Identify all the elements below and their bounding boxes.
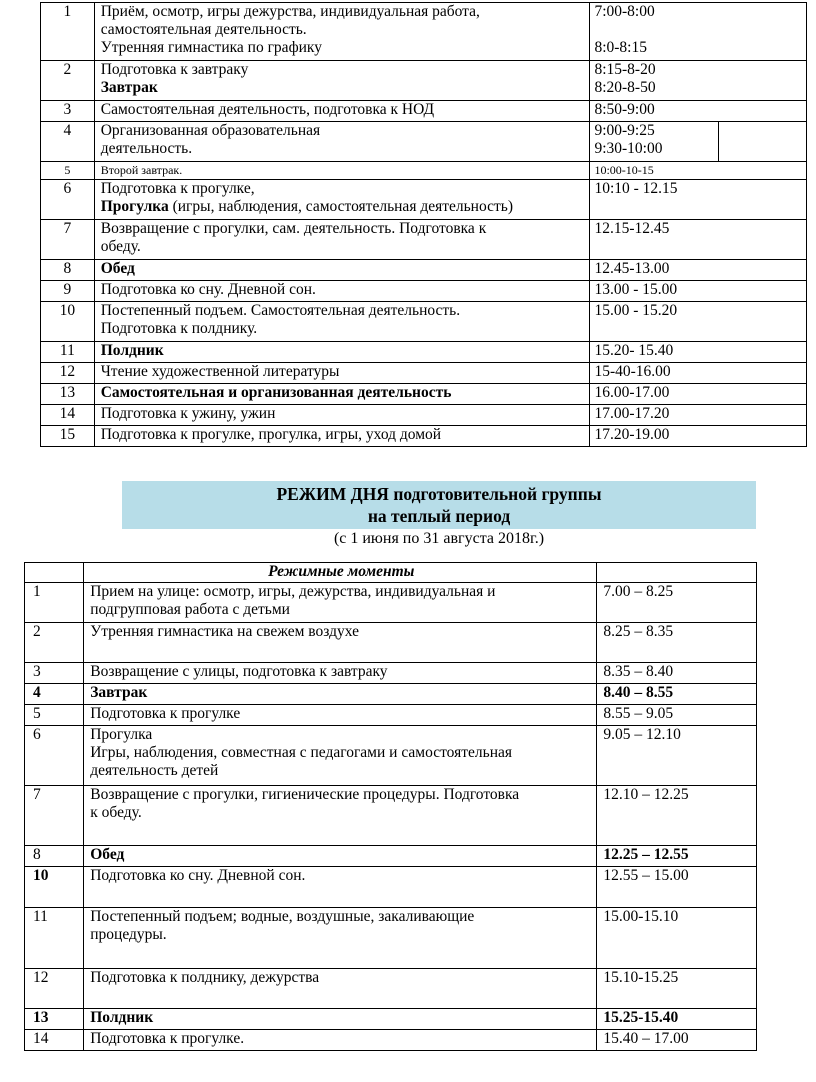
row-time: 10:00-10-15 — [590, 162, 807, 180]
row-number: 4 — [41, 122, 95, 162]
row-number: 15 — [41, 426, 95, 447]
table-row — [41, 162, 807, 180]
row-activity: Прием на улице: осмотр, игры, дежурства, индивидуальная и подгрупповая работа с детьми — [84, 583, 597, 623]
table-row — [41, 180, 807, 220]
table-row — [41, 342, 807, 363]
row-activity: Подготовка к прогулке — [84, 705, 597, 726]
row-activity-text: Подготовка к прогулке, — [100, 180, 255, 197]
row-number: 4 — [25, 684, 84, 705]
row-time: 7.00 – 8.25 — [597, 583, 757, 623]
row-number: 1 — [41, 3, 95, 61]
row-number: 3 — [25, 663, 84, 684]
row-number: 10 — [25, 867, 84, 908]
section-title-line2: на теплый период — [367, 506, 511, 526]
row-activity: Самостоятельная деятельность, подготовка к НОД — [94, 101, 590, 122]
row-activity: Подготовка к полднику, дежурства — [84, 969, 597, 1009]
row-time: 15.00-15.10 — [597, 908, 757, 969]
row-time: 15.40 – 17.00 — [597, 1030, 757, 1051]
table-row — [41, 281, 807, 302]
row-number: 12 — [41, 363, 95, 384]
row-number: 5 — [41, 162, 95, 180]
row-activity: Постепенный подъем. Самостоятельная деятельность. Подготовка к полднику. — [94, 302, 590, 342]
row-time: 9.05 – 12.10 — [597, 726, 757, 786]
row-number: 1 — [25, 583, 84, 623]
table-row — [25, 583, 757, 623]
row-time: 15.10-15.25 — [597, 969, 757, 1009]
table-row — [25, 726, 757, 786]
row-time: 9:00-9:25 9:30-10:00 — [590, 122, 718, 162]
row-activity: Подготовка к ужину, ужин — [94, 405, 590, 426]
table-row — [25, 908, 757, 969]
row-activity: Подготовка к прогулке, прогулка, игры, уход домой — [94, 426, 590, 447]
row-time: 16.00-17.00 — [590, 384, 807, 405]
row-number: 3 — [41, 101, 95, 122]
row-activity-text: Подготовка к завтраку — [100, 61, 249, 78]
table-row — [41, 101, 807, 122]
row-number: 11 — [41, 342, 95, 363]
table-row — [41, 61, 807, 101]
row-number: 2 — [25, 623, 84, 663]
row-activity-bold: Прогулка — [100, 198, 169, 215]
row-activity: Утренняя гимнастика на свежем воздухе — [84, 623, 597, 663]
row-time: 8.35 – 8.40 — [597, 663, 757, 684]
row-activity: Подготовка ко сну. Дневной сон. — [84, 867, 597, 908]
section-title-banner — [122, 481, 756, 529]
table-row — [41, 122, 807, 162]
table-row — [25, 684, 757, 705]
row-activity-bold: Завтрак — [100, 79, 158, 96]
row-time: 17.00-17.20 — [590, 405, 807, 426]
table-row — [41, 426, 807, 447]
table-row — [25, 663, 757, 684]
table-row — [25, 705, 757, 726]
row-activity — [94, 61, 590, 101]
row-number: 8 — [41, 260, 95, 281]
row-activity: Второй завтрак. — [94, 162, 590, 180]
table-row — [41, 384, 807, 405]
row-activity: Подготовка ко сну. Дневной сон. — [94, 281, 590, 302]
row-number: 11 — [25, 908, 84, 969]
row-activity — [94, 180, 590, 220]
row-activity: Подготовка к прогулке. — [84, 1030, 597, 1051]
row-number: 13 — [41, 384, 95, 405]
row-activity: Возвращение с улицы, подготовка к завтраку — [84, 663, 597, 684]
table-row — [41, 302, 807, 342]
row-activity: Самостоятельная и организованная деятельность — [94, 384, 590, 405]
row-time: 15-40-16.00 — [590, 363, 807, 384]
row-number: 7 — [25, 786, 84, 846]
row-time: 12.55 – 15.00 — [597, 867, 757, 908]
row-number: 6 — [25, 726, 84, 786]
row-activity: Организованная образовательная деятельность. — [94, 122, 590, 162]
row-number: 13 — [25, 1009, 84, 1030]
table-row — [41, 260, 807, 281]
row-number: 14 — [41, 405, 95, 426]
row-number: 6 — [41, 180, 95, 220]
header-empty-cell — [597, 563, 757, 583]
row-number: 12 — [25, 969, 84, 1009]
row-activity: Прогулка Игры, наблюдения, совместная с педагогами и самостоятельная деятельность детей — [84, 726, 597, 786]
row-time: 12.10 – 12.25 — [597, 786, 757, 846]
section-title-line1: РЕЖИМ ДНЯ подготовительной группы — [276, 484, 602, 504]
table-row — [25, 1009, 757, 1030]
row-number: 2 — [41, 61, 95, 101]
row-time: 7:00-8:00 8:0-8:15 — [590, 3, 807, 61]
row-number: 10 — [41, 302, 95, 342]
table-row — [41, 3, 807, 61]
row-number: 8 — [25, 846, 84, 867]
row-time: 12.15-12.45 — [590, 220, 807, 260]
row-activity: Возвращение с прогулки, сам. деятельность. Подготовка к обеду. — [94, 220, 590, 260]
table-row — [41, 220, 807, 260]
table-row — [41, 363, 807, 384]
header-empty-cell — [25, 563, 84, 583]
row-activity: Полдник — [84, 1009, 597, 1030]
row-activity: Полдник — [94, 342, 590, 363]
table-row — [41, 405, 807, 426]
schedule-table-warm — [24, 562, 757, 1051]
row-activity: Приём, осмотр, игры дежурства, индивидуальная работа, самостоятельная деятельность. Утренняя гимнастика по графику — [94, 3, 590, 61]
table-row — [25, 786, 757, 846]
row-time: 8:50-9:00 — [590, 101, 807, 122]
row-time: 8.40 – 8.55 — [597, 684, 757, 705]
row-number: 9 — [41, 281, 95, 302]
row-time: 15.20- 15.40 — [590, 342, 807, 363]
table-row — [25, 867, 757, 908]
row-time: 15.25-15.40 — [597, 1009, 757, 1030]
row-number: 7 — [41, 220, 95, 260]
row-time: 17.20-19.00 — [590, 426, 807, 447]
row-time: 8:15-8-20 8:20-8-50 — [590, 61, 807, 101]
row-number: 5 — [25, 705, 84, 726]
row-time: 12.45-13.00 — [590, 260, 807, 281]
column-header: Режимные моменты — [84, 563, 597, 583]
row-time: 13.00 - 15.00 — [590, 281, 807, 302]
table-row — [25, 1030, 757, 1051]
row-time: 8.25 – 8.35 — [597, 623, 757, 663]
row-activity: Обед — [84, 846, 597, 867]
empty-cell — [718, 122, 806, 162]
table-row — [25, 969, 757, 1009]
row-activity: Обед — [94, 260, 590, 281]
row-time: 10:10 - 12.15 — [590, 180, 807, 220]
row-activity: Возвращение с прогулки, гигиенические процедуры. Подготовка к обеду. — [84, 786, 597, 846]
row-activity: Завтрак — [84, 684, 597, 705]
table-header-row — [25, 563, 757, 583]
row-time: 12.25 – 12.55 — [597, 846, 757, 867]
row-activity: Постепенный подъем; водные, воздушные, закаливающие процедуры. — [84, 908, 597, 969]
table-row — [25, 846, 757, 867]
section-subtitle: (с 1 июня по 31 августа 2018г.) — [333, 530, 545, 547]
row-time: 8.55 – 9.05 — [597, 705, 757, 726]
schedule-table-cold — [40, 2, 807, 447]
row-activity: Чтение художественной литературы — [94, 363, 590, 384]
row-activity-tail: (игры, наблюдения, самостоятельная деятельность) — [168, 198, 513, 215]
table-row — [25, 623, 757, 663]
row-number: 14 — [25, 1030, 84, 1051]
row-time: 15.00 - 15.20 — [590, 302, 807, 342]
